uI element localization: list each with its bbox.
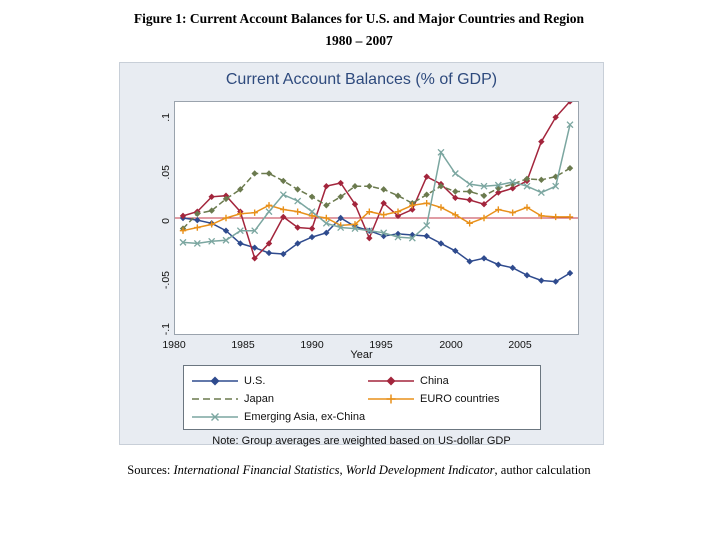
legend-label-china: China xyxy=(420,374,449,387)
legend-symbol-china xyxy=(368,375,414,387)
series-marker xyxy=(294,186,300,192)
series-marker xyxy=(466,197,472,203)
series-marker xyxy=(395,193,401,199)
series-marker xyxy=(524,272,530,278)
legend-label-emerging-asia: Emerging Asia, ex-China xyxy=(244,410,366,423)
series-marker xyxy=(423,191,429,197)
series-marker xyxy=(466,188,472,194)
sources-suffix: , author calculation xyxy=(494,463,591,477)
series-marker xyxy=(280,206,286,212)
x-tick-label-2005: 2005 xyxy=(508,339,532,351)
series-marker xyxy=(309,225,315,231)
series-marker xyxy=(323,183,329,189)
series-marker xyxy=(452,212,458,218)
series-marker xyxy=(266,170,272,176)
chart-note: Note: Group averages are weighted based on US-dollar GDP xyxy=(212,435,511,447)
series-marker xyxy=(452,170,458,176)
series-marker xyxy=(294,208,300,214)
series-marker xyxy=(223,215,229,221)
x-tick-label-1980: 1980 xyxy=(162,339,186,351)
series-marker xyxy=(538,190,544,196)
series-marker xyxy=(495,206,501,212)
series-marker xyxy=(423,233,429,239)
series-marker xyxy=(538,177,544,183)
series-marker xyxy=(366,235,372,241)
series-line-0 xyxy=(183,218,570,282)
y-tick-label--0.1: -.1 xyxy=(160,323,172,336)
chart-legend xyxy=(183,365,541,430)
series-marker xyxy=(438,204,444,210)
series-marker xyxy=(481,215,487,221)
x-axis-title: Year xyxy=(350,349,373,361)
legend-item-us xyxy=(192,372,365,389)
legend-item-euro xyxy=(368,390,499,407)
y-tick-label-0.1: .1 xyxy=(160,113,172,122)
series-marker xyxy=(509,210,515,216)
x-tick-label-1985: 1985 xyxy=(231,339,255,351)
series-marker xyxy=(552,214,558,220)
legend-item-china xyxy=(368,372,499,389)
legend-symbol-japan xyxy=(192,393,238,405)
legend-item-japan xyxy=(192,390,365,407)
legend-label-euro: EURO countries xyxy=(420,392,500,405)
series-marker xyxy=(280,192,286,198)
legend-label-us: U.S. xyxy=(244,374,266,387)
series-canvas xyxy=(175,102,578,334)
series-marker xyxy=(567,165,573,171)
series-marker xyxy=(452,188,458,194)
series-line-3 xyxy=(183,203,570,231)
legend-column-2 xyxy=(368,372,499,408)
series-marker xyxy=(423,200,429,206)
series-marker xyxy=(495,185,501,191)
y-tick-label-0.05: .05 xyxy=(160,165,172,180)
y-tick-label--0.05: -.05 xyxy=(160,271,172,290)
chart-panel xyxy=(119,62,604,445)
legend-label-japan: Japan xyxy=(244,392,274,405)
sources-italic-2: World Development Indicator xyxy=(345,463,495,477)
series-marker xyxy=(295,198,301,204)
series-marker xyxy=(509,265,515,271)
series-marker xyxy=(266,202,272,208)
sources-italic-1: International Financial Statistics xyxy=(173,463,340,477)
series-marker xyxy=(481,193,487,199)
chart-title: Current Account Balances (% of GDP) xyxy=(225,71,498,88)
series-marker xyxy=(251,170,257,176)
series-marker xyxy=(280,178,286,184)
y-tick-label-0: 0 xyxy=(160,218,172,224)
legend-column-1 xyxy=(192,372,365,426)
series-marker xyxy=(567,270,573,276)
series-marker xyxy=(538,277,544,283)
series-marker xyxy=(266,250,272,256)
series-marker xyxy=(538,138,544,144)
legend-item-emerging-asia xyxy=(192,408,365,425)
caption-line-2: 1980 – 2007 xyxy=(325,33,393,48)
sources-mid: , xyxy=(339,463,346,477)
legend-symbol-emerging-asia xyxy=(192,411,238,423)
caption-line-1: Figure 1: Current Account Balances for U.S. and Major Countries and Region xyxy=(133,11,585,26)
legend-symbol-us xyxy=(192,375,238,387)
series-marker xyxy=(495,261,501,267)
series-marker xyxy=(567,214,573,220)
sources-line xyxy=(0,463,718,478)
series-marker xyxy=(366,183,372,189)
series-marker xyxy=(524,204,530,210)
series-marker xyxy=(438,240,444,246)
legend-symbol-euro xyxy=(368,393,414,405)
series-marker xyxy=(466,220,472,226)
x-tick-label-1995: 1995 xyxy=(369,339,393,351)
x-tick-label-2000: 2000 xyxy=(439,339,463,351)
series-marker xyxy=(309,194,315,200)
series-marker xyxy=(266,209,272,215)
series-marker xyxy=(194,224,200,230)
series-marker xyxy=(552,278,558,284)
series-marker xyxy=(481,255,487,261)
sources-prefix: Sources: xyxy=(127,463,174,477)
series-marker xyxy=(251,210,257,216)
series-marker xyxy=(380,186,386,192)
series-marker xyxy=(380,212,386,218)
plot-area xyxy=(174,101,579,335)
series-marker xyxy=(423,173,429,179)
series-marker xyxy=(323,202,329,208)
figure-caption xyxy=(0,8,718,52)
series-line-1 xyxy=(183,102,570,258)
x-tick-label-1990: 1990 xyxy=(300,339,324,351)
series-marker xyxy=(309,234,315,240)
